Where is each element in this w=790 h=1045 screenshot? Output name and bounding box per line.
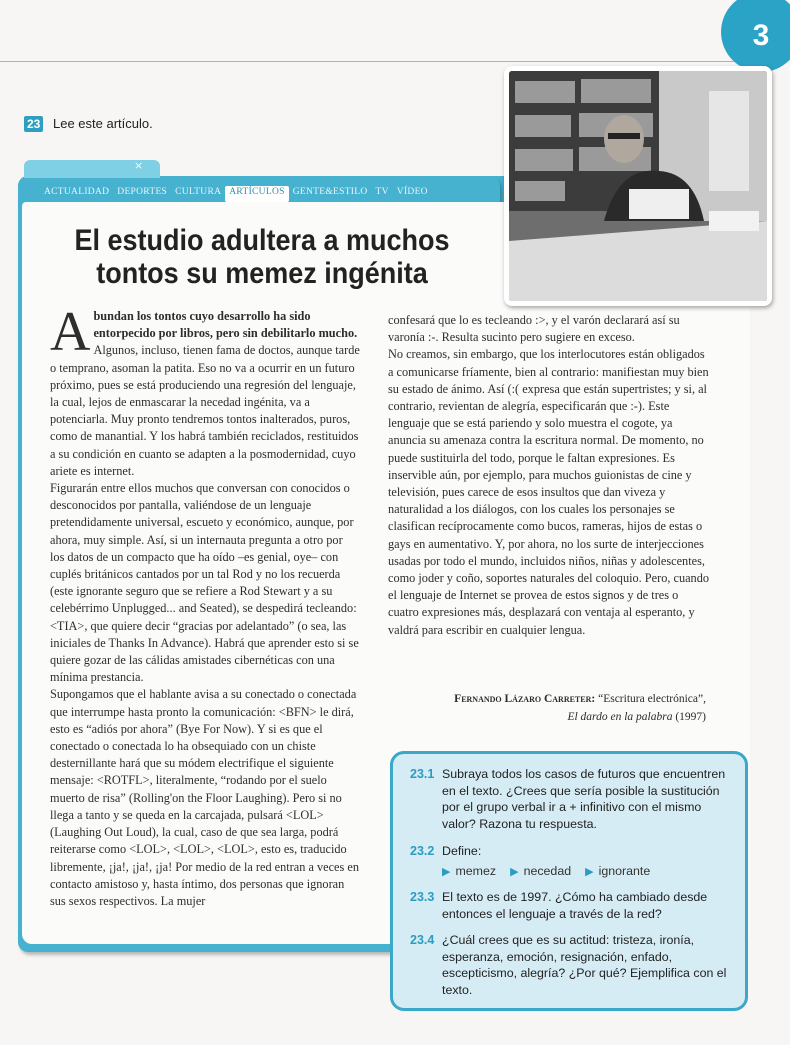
definition-item [585,864,650,878]
top-rule [0,61,735,62]
question-3: El texto es de 1997. ¿Cómo ha cambiado desde entonces el lenguaje a través de la red? [442,890,708,921]
credit-year: (1997) [675,711,706,723]
author-photo [504,66,772,306]
nav-item-actualidad[interactable]: ACTUALIDAD [44,187,110,197]
question-3-number: 23.3 [410,890,435,904]
close-icon[interactable]: × [134,159,144,172]
paragraph-5: No creamos, sin embargo, que los interlocutores están obligados a comunicarse fríamente, bien al contrario: manifiestan muy bien su estado de ánimo. Así (:( expresa que están supertristes; y si, al contrario, revientan de alegría, especificarán que :-). Este lenguaje que se está pariendo y solo muestra el cogote, ya anuncia su amenaza contra la escritura normal. De momento, no puede sustituirla del todo, porque le faltan expresiones. Es inservible aún, por ejemplo, para muchos guionistas de cine y televisión, pues carece de esos insultos que dan viveza y naturalidad a los diálogos, con los cuales los personajes se clasifican recíprocamente como bucos, rameras, hijos de estas o gays en aumentativo. Y, por ahora, no los surte de interjecciones usadas por todo el mundo, incluidos niños, niñas y adolescentes, como joder y coño, soportes naturales del coloquio. Pero, cuando el lenguaje de Internet se provea de estos signos y de tres o cuatro expresiones más, desplazará con ventaja al esperanto, y valdrá para escribir en cualquier lengua. [388,347,710,637]
definition-term: ignorante [598,864,651,878]
paragraph-2: Figurarán entre ellos muchos que conversan con conocidos o desconocidos por pantalla, valiéndose de un lenguaje pretendidamente universal, escueto y económico, aunque, por ahora, muy simple. Así, si un internauta pregunta a otro por los datos de un compacto que ha oído –es genial, oye– con cuplés británicos cantados por un tal Rod y no los recuerda (este ignorante seguro que se refiere a Rod Stewart y a su celebérrimo Unplugged... and Seated), se despedirá tecleando: <TIA>, que quiere decir “gracias por adelantado” (o sea, las iniciales de Thanks In Advance). Habrá que aprender esto si se quiere gozar de las cálidas amistades cibernéticas con una mínima prestancia. [50,481,359,685]
nav-item-tv[interactable]: TV [375,187,389,197]
question-2-number: 23.2 [410,844,435,858]
paragraph-4: confesará que lo es tecleando :>, y el varón declarará así su varonía :-. Resulta sucinto pero sugiere en exceso. [388,313,680,345]
question-4-number: 23.4 [410,933,435,947]
article-credit [388,690,706,726]
article-column-1 [50,301,360,910]
nav-item-articulos[interactable]: ARTÍCULOS [225,186,288,202]
nav-item-video[interactable]: VÍDEO [396,187,428,197]
nav-item-deportes[interactable]: DEPORTES [117,187,168,197]
exercise-instruction: Lee este artículo. [53,116,153,131]
question-2: Define: [442,844,482,858]
lead-text: bundan los tontos cuyo desarrollo ha sido entorpecido por libros, pero sin debilitarlo mucho. [93,309,358,341]
arrow-right-icon: ▶ [510,866,519,878]
definition-item [510,864,571,878]
credit-book: El dardo en la palabra [567,711,673,723]
credit-work: “Escritura electrónica”, [598,693,706,705]
nav-item-gente-estilo[interactable]: GENTE&ESTILO [292,187,368,197]
definition-term: necedad [523,864,572,878]
exercise-number: 23 [24,116,43,132]
arrow-right-icon: ▶ [442,866,451,878]
nav-item-cultura[interactable]: CULTURA [175,187,222,197]
article-headline [73,224,451,290]
headline-line-1: El estudio adultera a muchos [74,224,450,257]
credit-author: Fernando Lázaro Carreter: [454,693,596,705]
site-nav [40,186,432,202]
paragraph-1-body: Algunos, incluso, tienen fama de doctos, aunque tarde o temprano, asoman la patita. Eso no va a ocurrir en un futuro próximo, pues se está produciendo una regresión del lenguaje, la cual, lejos de enmascarar la necedad ingénita, va a potenciarla. Muy pronto tendremos tontos inalterados, puros, como de manantial. Y los habrá también reciclados, restituidos a su condición en cuanto se adapten a la posmodernidad, cuyo ariete es internet. [50,343,360,478]
definition-item [442,864,496,878]
paragraph-1 [50,301,360,480]
definition-term: memez [455,864,497,878]
headline-line-2: tontos su memez ingénita [96,257,428,290]
author-photo-image [509,71,767,301]
page-number: 3 [752,19,770,52]
question-1: Subraya todos los casos de futuros que encuentren en el texto. ¿Crees que sería posible la sustitución por el grupo verbal ir a + infinitivo con el mismo valor? Razona tu respuesta. [442,767,726,831]
question-4: ¿Cuál crees que es su actitud: tristeza, ironía, esperanza, emoción, resignación, enfado, escepticismo, alegría? ¿Por qué? Ejemplifica con el texto. [442,933,727,997]
drop-cap: A [50,301,91,363]
definition-list [442,864,650,878]
article-column-2 [388,312,710,639]
question-1-number: 23.1 [410,767,435,781]
arrow-right-icon: ▶ [585,866,594,878]
paragraph-3: Supongamos que el hablante avisa a su conectado o conectada que interrumpe hasta pronto la comunicación: <BFN> le dirá, esto es “adiós por ahora” (Bye For Now). Y si es que el conectado o conectada lo ha obsequiado con un chiste desternillante hará que su módem electrifique el siguiente mensaje: <ROTFL>, literalmente, “rodando por el suelo muerto de risa” (Rolling'on the Floor Laughing). Pero si no llega a tanto y se queda en la carcajada, pulsará <LOL> (Laughing Out Loud), la cual, caso de que sea larga, podrá reiterarse como <LOL>, <LOL>, <LOL>, esto es, traducido libremente, ¡ja!, ¡ja!, ¡ja! Por medio de la red entran a veces en contacto amistoso y, hasta íntimo, dos personas que ignoran sus sexos respectivos. La mujer [50,687,359,908]
